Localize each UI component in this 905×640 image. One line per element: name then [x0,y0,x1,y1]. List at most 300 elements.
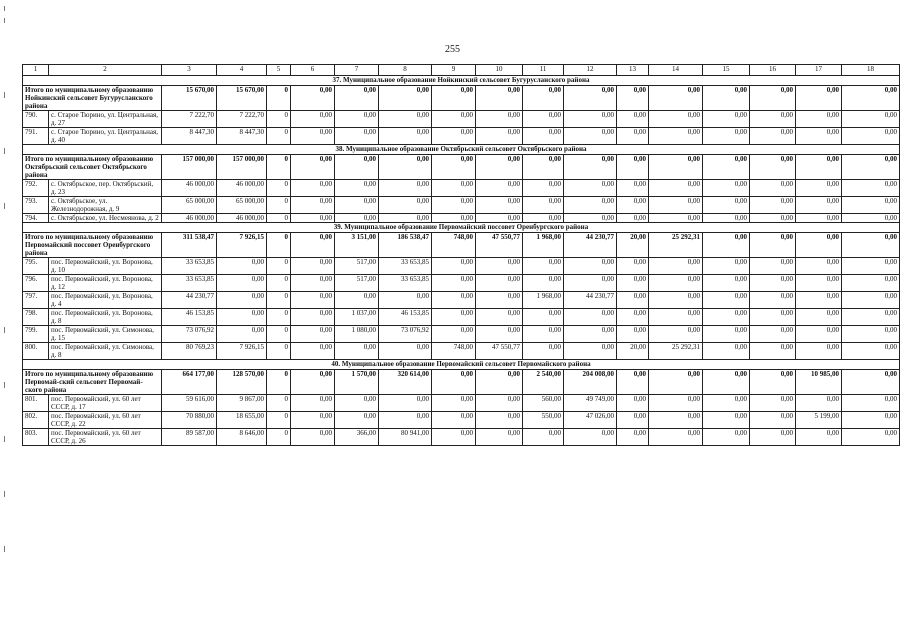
row-value: 0,00 [649,412,703,429]
row-value: 0,00 [750,343,796,360]
row-value: 20,00 [617,343,649,360]
row-value: 0,00 [796,326,842,343]
total-value: 0,00 [703,86,750,111]
row-address: с. Октябрьское, ул. Несмеянова, д. 2 [49,214,162,223]
row-number: 793. [23,197,49,214]
row-value: 0,00 [432,197,476,214]
table-row [23,412,900,429]
total-value: 0,00 [476,86,523,111]
row-value: 8 447,30 [217,128,267,145]
row-number: 797. [23,292,49,309]
row-value: 0,00 [842,343,900,360]
row-value: 0,00 [617,111,649,128]
row-value: 0,00 [335,111,379,128]
row-value: 0,00 [796,111,842,128]
row-value: 0,00 [703,128,750,145]
row-value: 0,00 [703,275,750,292]
row-address: с. Октябрьское, пер. Октябрьский, д. 23 [49,180,162,197]
row-value: 0,00 [291,275,335,292]
table-row [23,275,900,292]
row-value: 0 [267,292,291,309]
page-number: 255 [445,44,460,55]
row-value: 8 447,30 [162,128,217,145]
row-value: 0,00 [476,180,523,197]
row-value: 0,00 [649,128,703,145]
row-value: 0,00 [432,275,476,292]
total-row [23,155,900,180]
row-value: 0,00 [842,395,900,412]
row-value: 0,00 [703,309,750,326]
total-value: 0,00 [291,155,335,180]
total-value: 20,00 [617,233,649,258]
total-value: 664 177,00 [162,370,217,395]
row-value: 70 880,00 [162,412,217,429]
row-value: 0,00 [432,429,476,446]
row-value: 0,00 [476,128,523,145]
row-value: 0,00 [703,412,750,429]
row-value: 0,00 [564,128,617,145]
row-value: 59 616,00 [162,395,217,412]
row-value: 0,00 [335,292,379,309]
row-value: 0,00 [617,309,649,326]
row-value: 0,00 [476,429,523,446]
section-title: 37. Муниципальное образование Нойкинский сельсовет Бугурусланского района [23,76,900,86]
total-value: 25 292,31 [649,233,703,258]
column-header: 2 [49,65,162,76]
row-value: 0,00 [703,214,750,223]
row-value: 560,00 [523,395,564,412]
total-value: 0,00 [432,86,476,111]
row-value: 0 [267,128,291,145]
row-value: 0,00 [796,309,842,326]
total-value: 0,00 [649,86,703,111]
row-number: 790. [23,111,49,128]
row-value: 0,00 [217,258,267,275]
row-value: 1 037,00 [335,309,379,326]
total-value: 311 538,47 [162,233,217,258]
total-value: 0,00 [842,370,900,395]
total-value: 0,00 [703,155,750,180]
table-row [23,326,900,343]
total-value: 157 000,00 [217,155,267,180]
row-value: 0 [267,258,291,275]
row-value: 0,00 [476,412,523,429]
column-header: 5 [267,65,291,76]
row-value: 0,00 [703,343,750,360]
row-value: 0,00 [750,275,796,292]
row-value: 0,00 [796,128,842,145]
total-value: 3 151,00 [335,233,379,258]
row-address: пос. Первомайский, ул. Воронова, д. 4 [49,292,162,309]
row-value: 0,00 [796,180,842,197]
row-value: 748,00 [432,343,476,360]
total-value: 0 [267,86,291,111]
column-header: 10 [476,65,523,76]
column-header: 14 [649,65,703,76]
row-value: 0,00 [432,395,476,412]
row-value: 0,00 [750,309,796,326]
total-value: 0,00 [617,155,649,180]
total-value: 0,00 [379,86,432,111]
row-value: 0,00 [617,326,649,343]
total-value: 47 550,77 [476,233,523,258]
section-title: 40. Муниципальное образование Первомайский сельсовет Первомайского района [23,360,900,370]
data-table [22,64,900,446]
total-value: 0,00 [476,155,523,180]
row-value: 0,00 [335,343,379,360]
table-row [23,395,900,412]
row-value: 0,00 [842,275,900,292]
row-address: с. Октябрьское, ул. Железнодорожная, д. 9 [49,197,162,214]
row-value: 0,00 [476,292,523,309]
row-value: 0,00 [476,309,523,326]
row-value: 0,00 [432,292,476,309]
table-row [23,292,900,309]
row-value: 0,00 [291,128,335,145]
row-value: 0,00 [379,412,432,429]
total-label: Итого по муниципальному образованию Нойкинский сельсовет Бугурусланского района [23,86,162,111]
row-address: пос. Первомайский, ул. Воронова, д. 10 [49,258,162,275]
row-value: 0,00 [379,197,432,214]
section-title: 39. Муниципальное образование Первомайский поссовет Оренбургского района [23,223,900,233]
row-value: 1 968,00 [523,292,564,309]
row-value: 0,00 [564,343,617,360]
row-address: с. Старое Тюрино, ул. Центральная, д. 40 [49,128,162,145]
row-value: 0 [267,197,291,214]
row-value: 0,00 [703,326,750,343]
table-row [23,197,900,214]
row-value: 44 230,77 [564,292,617,309]
row-value: 0,00 [842,292,900,309]
row-value: 0,00 [842,128,900,145]
row-value: 33 653,85 [162,275,217,292]
row-number: 794. [23,214,49,223]
row-value: 0,00 [750,326,796,343]
row-value: 0,00 [750,429,796,446]
row-value: 0,00 [649,275,703,292]
row-value: 0 [267,326,291,343]
row-value: 0,00 [617,395,649,412]
row-value: 0,00 [703,180,750,197]
total-value: 1 968,00 [523,233,564,258]
row-value: 0,00 [335,197,379,214]
row-address: пос. Первомайский, ул. Симонова, д. 15 [49,326,162,343]
row-value: 517,00 [335,275,379,292]
total-value: 1 570,00 [335,370,379,395]
row-value: 0,00 [291,180,335,197]
row-address: пос. Первомайский, ул. Воронова, д. 12 [49,275,162,292]
row-value: 0,00 [617,197,649,214]
total-value: 0,00 [750,86,796,111]
column-header: 12 [564,65,617,76]
row-value: 0,00 [649,292,703,309]
total-label: Итого по муниципальному образованию Первомай-ский сельсовет Первомай-ского района [23,370,162,395]
total-value: 0,00 [750,370,796,395]
row-number: 803. [23,429,49,446]
row-value: 0,00 [379,395,432,412]
row-value: 0,00 [217,326,267,343]
row-value: 33 653,85 [162,258,217,275]
row-address: пос. Первомайский, ул. 60 лет СССР, д. 22 [49,412,162,429]
row-value: 44 230,77 [162,292,217,309]
total-value: 0,00 [379,155,432,180]
row-number: 798. [23,309,49,326]
row-value: 65 000,00 [162,197,217,214]
total-value: 0,00 [335,86,379,111]
column-header: 1 [23,65,49,76]
row-number: 800. [23,343,49,360]
row-value: 0 [267,395,291,412]
row-value: 0,00 [291,309,335,326]
row-number: 801. [23,395,49,412]
total-value: 128 570,00 [217,370,267,395]
total-value: 0,00 [842,155,900,180]
table-row [23,111,900,128]
row-value: 46 000,00 [217,180,267,197]
row-value: 0,00 [476,275,523,292]
row-value: 49 749,00 [564,395,617,412]
column-header: 13 [617,65,649,76]
row-value: 0,00 [649,395,703,412]
total-value: 44 230,77 [564,233,617,258]
row-value: 0,00 [796,292,842,309]
row-number: 795. [23,258,49,275]
row-value: 0,00 [649,180,703,197]
row-value: 0,00 [379,111,432,128]
row-value: 73 076,92 [379,326,432,343]
row-value: 0,00 [564,111,617,128]
row-value: 0,00 [379,343,432,360]
total-value: 0,00 [523,86,564,111]
total-value: 10 985,00 [796,370,842,395]
row-value: 0,00 [649,309,703,326]
row-value: 9 867,00 [217,395,267,412]
row-value: 0,00 [291,292,335,309]
row-value: 0,00 [649,258,703,275]
column-header: 9 [432,65,476,76]
total-value: 0 [267,233,291,258]
total-value: 0,00 [796,86,842,111]
row-value: 0,00 [750,258,796,275]
row-value: 0,00 [523,343,564,360]
row-value: 0 [267,111,291,128]
row-value: 0,00 [291,326,335,343]
row-value: 0,00 [564,197,617,214]
row-value: 0,00 [649,429,703,446]
row-value: 8 646,00 [217,429,267,446]
row-value: 0,00 [842,429,900,446]
row-value: 0,00 [564,326,617,343]
row-value: 0,00 [564,258,617,275]
row-value: 33 653,85 [379,258,432,275]
total-value: 0,00 [291,233,335,258]
row-value: 46 000,00 [162,180,217,197]
row-value: 0,00 [523,197,564,214]
row-value: 0,00 [335,128,379,145]
row-value: 46 000,00 [217,214,267,223]
row-value: 0,00 [432,128,476,145]
row-value: 0,00 [649,214,703,223]
row-value: 0,00 [750,214,796,223]
table-row [23,128,900,145]
row-value: 0,00 [523,275,564,292]
total-row [23,86,900,111]
total-value: 0,00 [750,233,796,258]
row-value: 0,00 [432,326,476,343]
total-value: 0 [267,370,291,395]
total-value: 0,00 [842,233,900,258]
row-value: 0,00 [703,197,750,214]
section-title: 38. Муниципальное образование Октябрьский сельсовет Октябрьского района [23,145,900,155]
row-value: 0,00 [291,343,335,360]
row-value: 0,00 [335,214,379,223]
row-value: 0,00 [617,180,649,197]
row-value: 0,00 [335,412,379,429]
row-value: 0,00 [523,326,564,343]
section-title-row [23,360,900,370]
row-value: 73 076,92 [162,326,217,343]
row-value: 0,00 [750,111,796,128]
row-value: 0,00 [476,197,523,214]
row-value: 0,00 [617,429,649,446]
row-value: 0 [267,412,291,429]
row-value: 0,00 [703,258,750,275]
column-header: 16 [750,65,796,76]
row-value: 0,00 [217,292,267,309]
total-value: 204 008,00 [564,370,617,395]
total-value: 0,00 [617,86,649,111]
row-value: 0,00 [379,128,432,145]
total-value: 0,00 [796,233,842,258]
row-value: 0,00 [291,395,335,412]
total-value: 748,00 [432,233,476,258]
total-value: 0,00 [703,233,750,258]
total-value: 7 926,15 [217,233,267,258]
row-value: 0,00 [796,214,842,223]
row-value: 0,00 [523,111,564,128]
row-value: 0,00 [432,180,476,197]
total-value: 0,00 [432,370,476,395]
total-value: 0,00 [750,155,796,180]
table-row [23,214,900,223]
row-value: 0,00 [617,214,649,223]
row-value: 0,00 [379,180,432,197]
row-value: 0,00 [523,180,564,197]
row-value: 89 587,00 [162,429,217,446]
row-value: 0,00 [432,214,476,223]
row-value: 0,00 [523,309,564,326]
total-label: Итого по муниципальному образованию Октябрьский сельсовет Октябрьского района [23,155,162,180]
column-header: 4 [217,65,267,76]
row-value: 47 550,77 [476,343,523,360]
row-value: 80 941,00 [379,429,432,446]
row-value: 5 199,00 [796,412,842,429]
row-value: 18 655,00 [217,412,267,429]
row-value: 7 222,70 [162,111,217,128]
row-value: 0,00 [842,111,900,128]
row-value: 0,00 [523,258,564,275]
section-title-row [23,223,900,233]
row-value: 0,00 [750,395,796,412]
row-value: 0,00 [291,111,335,128]
row-value: 0,00 [617,258,649,275]
row-value: 0,00 [335,180,379,197]
row-value: 0,00 [291,429,335,446]
total-value: 186 538,47 [379,233,432,258]
row-value: 0 [267,343,291,360]
row-value: 0,00 [703,395,750,412]
table-row [23,258,900,275]
row-value: 0,00 [842,326,900,343]
column-header: 6 [291,65,335,76]
row-value: 0,00 [842,309,900,326]
row-value: 0,00 [703,429,750,446]
row-value: 0,00 [379,214,432,223]
row-value: 7 222,70 [217,111,267,128]
row-value: 0,00 [564,429,617,446]
total-value: 2 540,00 [523,370,564,395]
row-value: 25 292,31 [649,343,703,360]
total-value: 0,00 [649,370,703,395]
column-header: 11 [523,65,564,76]
row-value: 0,00 [432,111,476,128]
row-value: 0,00 [476,258,523,275]
total-value: 157 000,00 [162,155,217,180]
row-value: 1 080,00 [335,326,379,343]
row-value: 0,00 [796,343,842,360]
row-value: 0,00 [703,292,750,309]
row-value: 0,00 [649,111,703,128]
row-value: 0,00 [842,197,900,214]
total-value: 0,00 [564,155,617,180]
row-value: 0,00 [617,128,649,145]
row-value: 0 [267,309,291,326]
row-value: 46 153,85 [162,309,217,326]
row-value: 80 769,23 [162,343,217,360]
row-value: 7 926,15 [217,343,267,360]
margin-marks [2,0,8,640]
column-header: 8 [379,65,432,76]
row-value: 0,00 [617,292,649,309]
row-value: 0,00 [291,258,335,275]
row-value: 0,00 [476,214,523,223]
row-value: 0,00 [750,180,796,197]
row-value: 33 653,85 [379,275,432,292]
table-row [23,343,900,360]
row-value: 0,00 [796,258,842,275]
row-value: 0,00 [379,292,432,309]
total-value: 0,00 [564,86,617,111]
row-value: 0,00 [217,309,267,326]
row-value: 0,00 [432,258,476,275]
row-value: 0,00 [842,214,900,223]
column-header: 18 [842,65,900,76]
row-value: 0,00 [796,197,842,214]
total-value: 0 [267,155,291,180]
total-value: 0,00 [703,370,750,395]
total-row [23,370,900,395]
total-value: 0,00 [335,155,379,180]
row-value: 0,00 [564,180,617,197]
row-value: 0,00 [649,326,703,343]
row-value: 0,00 [291,214,335,223]
row-value: 47 026,00 [564,412,617,429]
column-header: 3 [162,65,217,76]
row-value: 46 153,85 [379,309,432,326]
row-value: 0,00 [564,309,617,326]
column-header: 15 [703,65,750,76]
row-value: 0,00 [217,275,267,292]
